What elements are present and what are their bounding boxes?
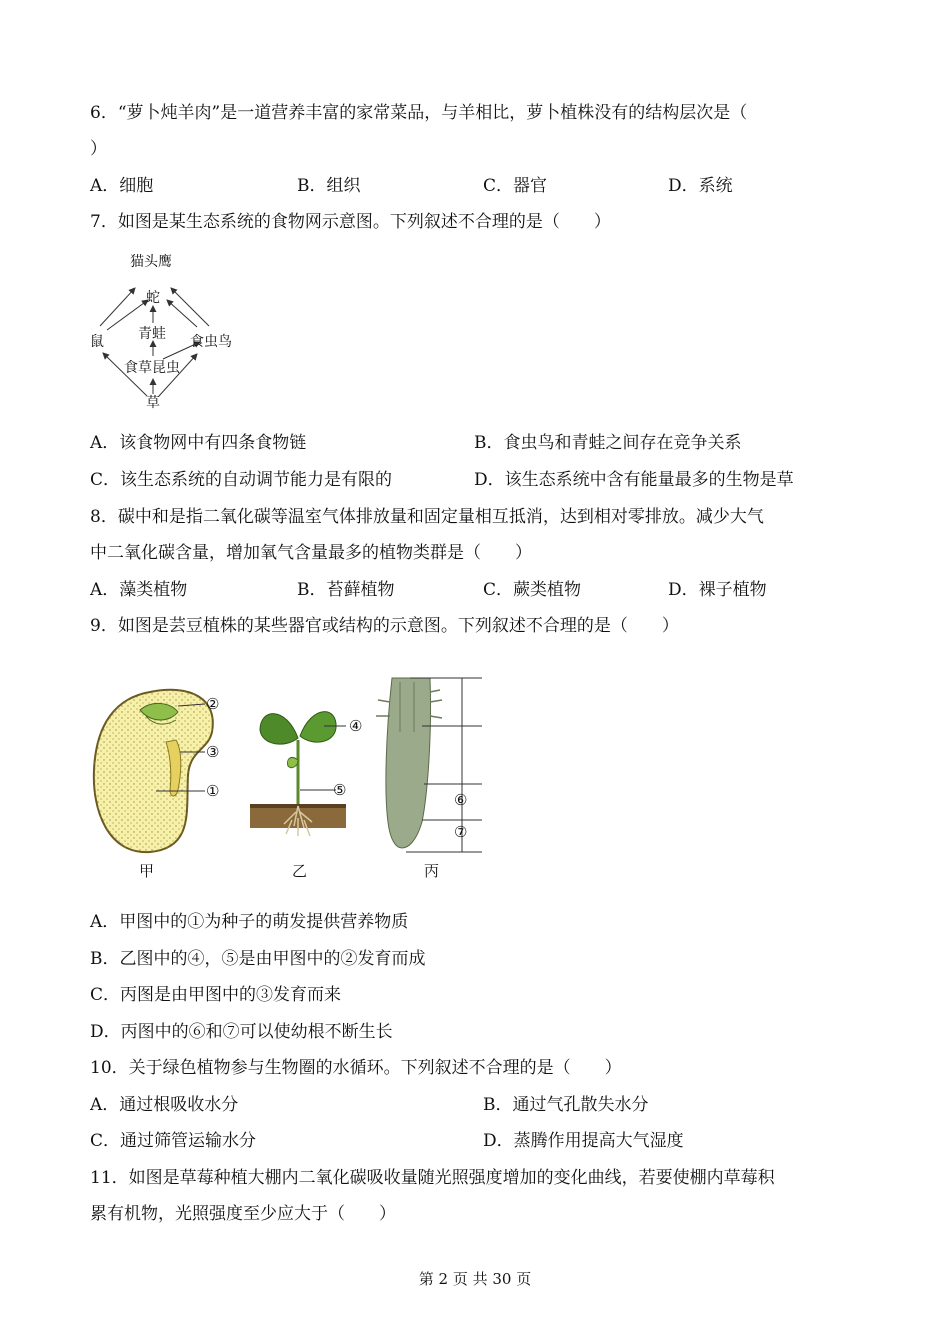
- q9-stem: 9．如图是芸豆植株的某些器官或结构的示意图。下列叙述不合理的是（ ）: [90, 616, 679, 636]
- label-2: ②: [206, 695, 220, 713]
- node-mouse: 鼠: [90, 334, 104, 350]
- q8-option-a: A．藻类植物: [90, 580, 188, 600]
- caption-yi: 乙: [292, 862, 308, 880]
- q9-option-c: C．丙图是由甲图中的③发育而来: [90, 985, 342, 1005]
- seedling-illustration: [246, 700, 356, 850]
- q8-option-b: B．苔藓植物: [297, 580, 395, 600]
- q7-option-b: B．食虫鸟和青蛙之间存在竞争关系: [474, 433, 742, 453]
- q7-option-a: A．该食物网中有四条食物链: [90, 433, 307, 453]
- q10-option-c: C．通过筛管运输水分: [90, 1131, 257, 1151]
- label-1: ①: [206, 782, 220, 800]
- node-insectivorous-bird: 食虫鸟: [190, 334, 232, 350]
- q8-option-c: C．蕨类植物: [483, 580, 582, 600]
- q9-option-b: B．乙图中的④，⑤是由甲图中的②发育而成: [90, 949, 426, 969]
- node-owl: 猫头鹰: [130, 254, 172, 270]
- caption-jia: 甲: [139, 862, 155, 880]
- q8-stem-line1: 8．碳中和是指二氧化碳等温室气体排放量和固定量相互抵消，达到相对零排放。减少大气: [90, 507, 764, 527]
- q7-option-c: C．该生态系统的自动调节能力是有限的: [90, 470, 393, 490]
- q7-stem: 7．如图是某生态系统的食物网示意图。下列叙述不合理的是（ ）: [90, 212, 611, 232]
- q6-option-a: A．细胞: [90, 176, 154, 196]
- q10-option-b: B．通过气孔散失水分: [483, 1095, 649, 1115]
- q11-stem-line1: 11．如图是草莓种植大棚内二氧化碳吸收量随光照强度增加的变化曲线，若要使棚内草莓积: [90, 1168, 775, 1188]
- node-herbivorous-insect: 食草昆虫: [124, 360, 180, 376]
- q10-stem: 10．关于绿色植物参与生物圈的水循环。下列叙述不合理的是（ ）: [90, 1058, 622, 1078]
- q6-option-b: B．组织: [297, 176, 361, 196]
- q8-option-d: D．裸子植物: [668, 580, 767, 600]
- q7-option-d: D．该生态系统中含有能量最多的生物是草: [474, 470, 794, 490]
- q8-stem-line2: 中二氧化碳含量，增加氧气含量最多的植物类群是（ ）: [90, 543, 532, 563]
- q6-stem-end: ）: [90, 139, 107, 159]
- q9-option-a: A．甲图中的①为种子的萌发提供营养物质: [90, 912, 409, 932]
- label-3: ③: [206, 743, 220, 761]
- caption-bing: 丙: [424, 862, 440, 880]
- q9-option-d: D．丙图中的⑥和⑦可以使幼根不断生长: [90, 1022, 393, 1042]
- page-footer: 第 2 页 共 30 页: [418, 1270, 532, 1288]
- q6-stem: 6．“萝卜炖羊肉”是一道营养丰富的家常菜品，与羊相比，萝卜植株没有的结构层次是（: [90, 103, 748, 123]
- label-5: ⑤: [333, 781, 347, 799]
- q6-option-c: C．器官: [483, 176, 548, 196]
- label-7: ⑦: [454, 823, 468, 841]
- q11-stem-line2: 累有机物，光照强度至少应大于（ ）: [90, 1204, 396, 1224]
- q10-option-a: A．通过根吸收水分: [90, 1095, 239, 1115]
- node-frog: 青蛙: [138, 326, 166, 342]
- root-tip-illustration: [370, 672, 490, 857]
- label-6: ⑥: [454, 791, 468, 809]
- q6-option-d: D．系统: [668, 176, 733, 196]
- node-grass: 草: [146, 395, 160, 411]
- label-4: ④: [349, 717, 363, 735]
- q10-option-d: D．蒸腾作用提高大气湿度: [483, 1131, 684, 1151]
- node-snake: 蛇: [146, 290, 160, 306]
